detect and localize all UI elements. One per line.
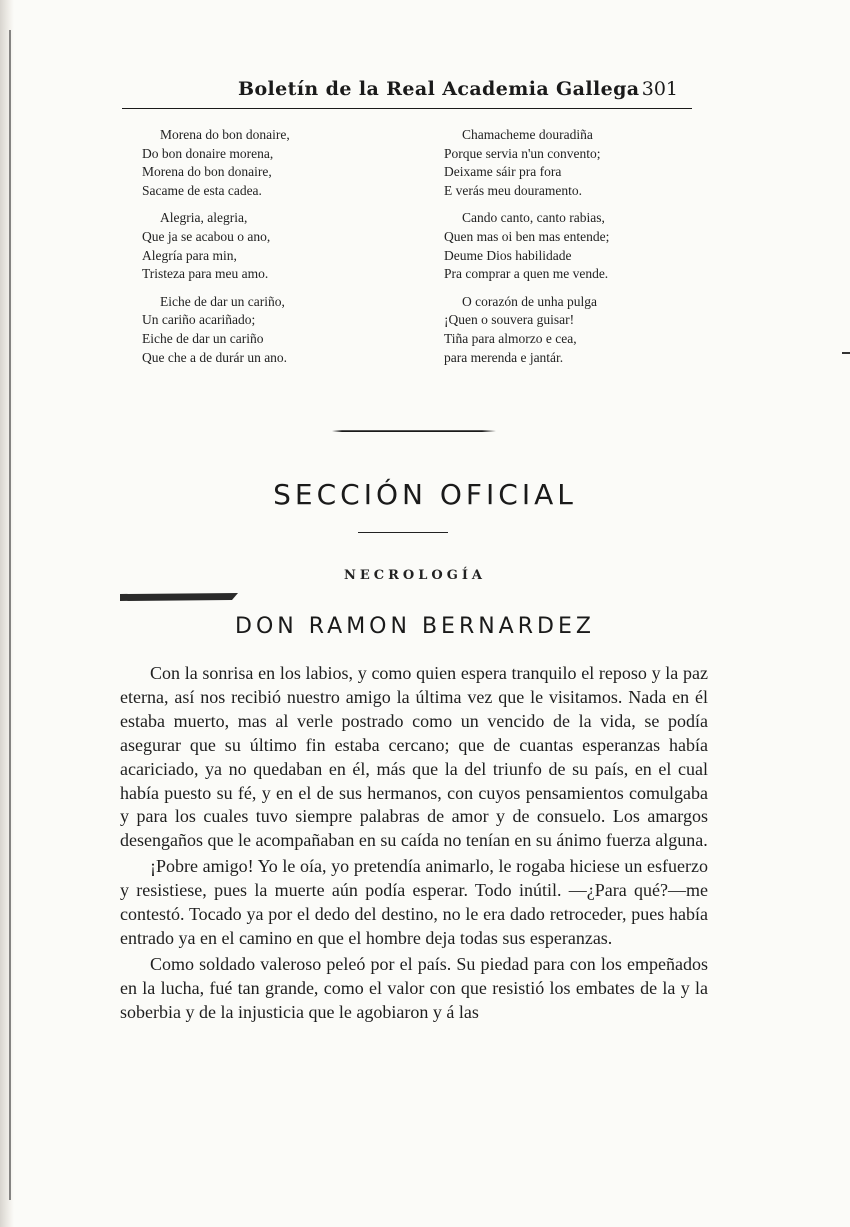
poem-line: ¡Quen o souvera guisar! [444, 312, 575, 328]
poem-line: Alegría para min, [142, 247, 237, 263]
body-paragraph: ¡Pobre amigo! Yo le oía, yo pretendía animarlo, le rogaba hiciese un esfuerzo y resistiese, pues la muerte aún podía esperar. Todo inútil. —¿Para qué?—me contestó. Tocado ya por el dedo del destino, no le era dado retroceder, pues había entrado ya en el camino en que el hombre deja todas sus esperanzas. [120, 856, 708, 948]
poem-line: Tristeza para meu amo. [142, 266, 269, 282]
body-paragraph: Como soldado valeroso peleó por el país. Su piedad para con los empeñados en la lucha, fué tan grande, como el valor con que resistió los embates de la y la soberbia y de la injusticia que le agobiaron y á las [120, 953, 708, 1022]
poem-stanza [142, 209, 402, 283]
poem-stanza [142, 293, 402, 367]
poem-line: Sacame de esta cadea. [142, 182, 262, 198]
poem-line: Morena do bon donaire, [160, 127, 290, 142]
section-rule [358, 532, 448, 533]
poem-line: Cando canto, canto rabias, [462, 210, 605, 226]
obituary-name: DON RAMON BERNARDEZ [235, 614, 595, 639]
poem-line: Que ja se acabou o ano, [142, 228, 271, 244]
poem-line: Tiña para almorzo e cea, [444, 330, 577, 346]
subsection-heading: NECROLOGÍA [343, 568, 486, 583]
poem-stanza [444, 209, 704, 283]
poem-line: Porque servia n'un convento; [444, 145, 601, 161]
obituary-body [120, 662, 708, 1027]
ornament-rule [332, 427, 496, 435]
poem-line: Pra comprar a quen me vende. [444, 266, 609, 282]
header-rule [122, 108, 692, 109]
poem-line: Deume Dios habilidade [444, 247, 572, 263]
body-paragraph: Con la sonrisa en los labios, y como quien espera tranquilo el reposo y la paz eterna, así nos recibió nuestro amigo la última vez que le visitamos. Nada en él estaba muerto, mas al verle postrado como un vencido de la vida, se podía asegurar que su último fin estaba cercano; que de cuantas esperanzas había acariciado, ya no quedaban en él, más que la del triunfo de su país, en el cual había puesto su fé, y en el de sus hermanos, con cuyos pensamientos comulgaba y para los cuales tuvo siempre palabras de amor y de consuelo. Los amargos desengaños que le acompañaban en su caída no tenían en su ánimo fuerza alguna. [120, 663, 708, 851]
poem-line: E verás meu douramento. [444, 182, 582, 198]
poem-line: Eiche de dar un cariño, [160, 293, 285, 309]
poem-line: Que che a de durár un ano. [142, 349, 288, 365]
poem-stanza [444, 293, 704, 367]
ink-smudge-mark [120, 592, 238, 602]
poem-line: para merenda e jantár. [444, 349, 564, 365]
poem-stanza [444, 126, 704, 200]
poem-line: Do bon donaire morena, [142, 145, 274, 161]
poem-line: Alegria, alegria, [160, 210, 248, 226]
poem-right-column [444, 126, 704, 376]
poem-line: Deixame sáir pra fora [444, 164, 562, 180]
edge-mark [842, 352, 850, 354]
running-head [120, 76, 690, 108]
section-title: SECCIÓN OFICIAL [273, 478, 577, 511]
poem-line: Chamacheme douradiña [462, 127, 593, 142]
poem-left-column [142, 126, 402, 376]
poem-line: Quen mas oi ben mas entende; [444, 228, 610, 244]
poem-stanza [142, 126, 402, 200]
page-number: 301 [641, 78, 678, 100]
poem-line: Eiche de dar un cariño [142, 330, 264, 346]
poem-line: Morena do bon donaire, [142, 164, 272, 180]
poem-line: O corazón de unha pulga [462, 293, 597, 309]
running-head-title: Boletín de la Real Academia Gallega [238, 78, 640, 100]
poem-line: Un cariño acariñado; [142, 312, 256, 328]
